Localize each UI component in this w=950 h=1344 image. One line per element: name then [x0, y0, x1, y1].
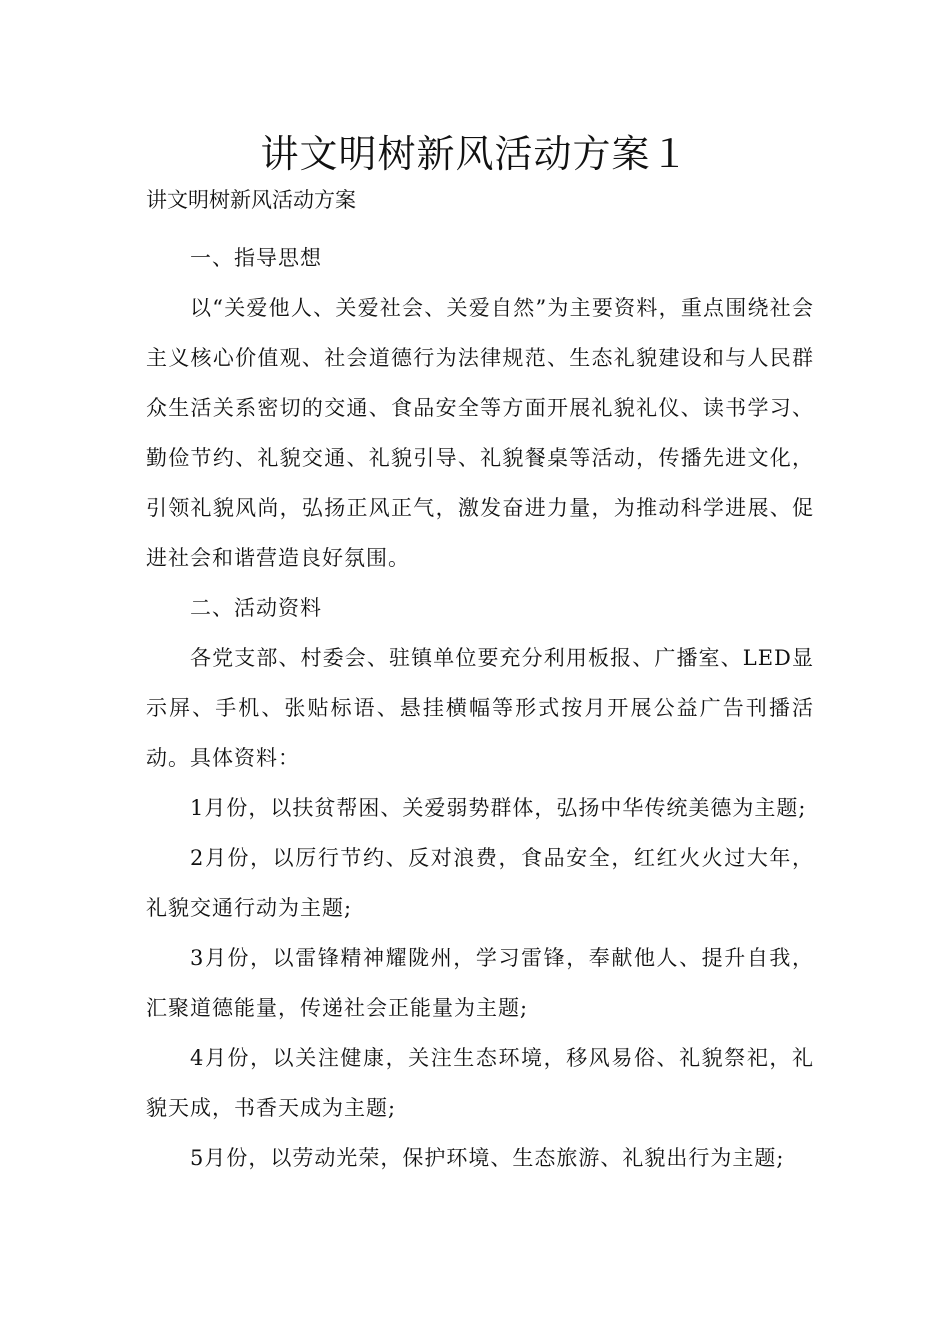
month-item-february: 2月份，以厉行节约、反对浪费，食品安全，红红火火过大年，礼貌交通行动为主题; [146, 846, 814, 920]
section-heading-guiding-ideology: 一、指导思想 [190, 246, 322, 270]
document-body [146, 233, 814, 1183]
paragraph-guiding-ideology: 以“关爱他人、关爱社会、关爱自然”为主要资料，重点围绕社会主义核心价值观、社会道德行为法律规范、生态礼貌建设和与人民群众生活关系密切的交通、食品安全等方面开展礼貌礼仪、读书学习、勤俭节约、礼貌交通、礼貌引导、礼貌餐桌等活动，传播先进文化，引领礼貌风尚，弘扬正风正气，激发奋进力量，为推动科学进展、促进社会和谐营造良好氛围。 [146, 296, 814, 570]
month-item-april: 4月份，以关注健康，关注生态环境，移风易俗、礼貌祭祀，礼貌天成，书香天成为主题; [146, 1046, 814, 1120]
month-item-may: 5月份，以劳动光荣，保护环境、生态旅游、礼貌出行为主题; [190, 1146, 785, 1170]
document-title: 讲文明树新风活动方案１ [260, 132, 690, 176]
document-subtitle: 讲文明树新风活动方案 [146, 188, 356, 212]
month-item-march: 3月份，以雷锋精神耀陇州，学习雷锋，奉献他人、提升自我，汇聚道德能量，传递社会正能量为主题; [146, 946, 814, 1020]
month-item-january: 1月份，以扶贫帮困、关爱弱势群体，弘扬中华传统美德为主题; [190, 796, 807, 820]
paragraph-activity-content: 各党支部、村委会、驻镇单位要充分利用板报、广播室、LED显示屏、手机、张贴标语、悬挂横幅等形式按月开展公益广告刊播活动。具体资料： [146, 646, 815, 770]
section-heading-activity-content: 二、活动资料 [190, 596, 322, 620]
